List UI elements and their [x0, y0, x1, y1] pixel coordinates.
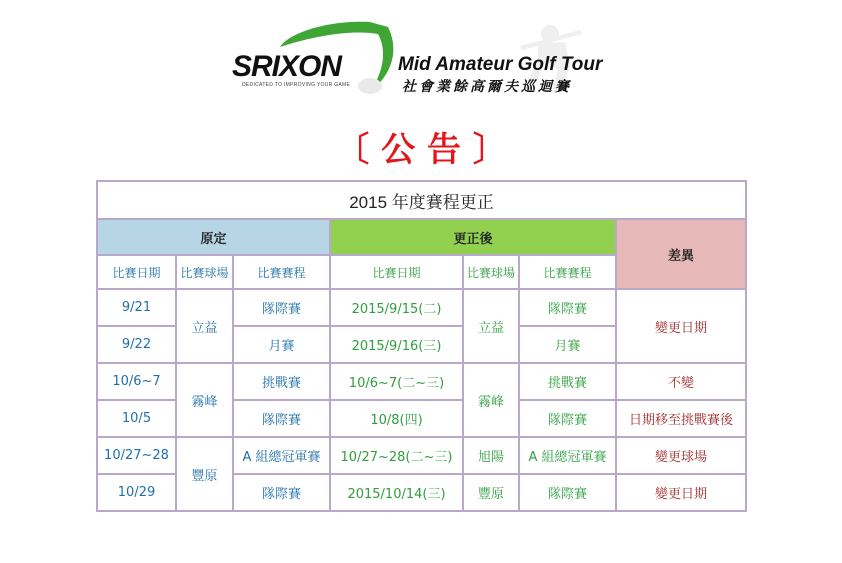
corrected-date: 2015/9/16(三) [330, 326, 463, 363]
original-group-header: 原定 [97, 219, 330, 255]
table-row [97, 437, 746, 474]
brand-logo: SRIXON [232, 50, 342, 83]
difference-note: 不變 [616, 363, 746, 400]
corrected-event: 隊際賽 [519, 474, 616, 511]
original-date: 10/29 [97, 474, 176, 511]
brand-tagline: DEDICATED TO IMPROVING YOUR GAME [242, 82, 351, 88]
original-date: 9/22 [97, 326, 176, 363]
schedule-correction-table [96, 180, 747, 512]
corrected-group-header: 更正後 [330, 219, 616, 255]
tour-name-chinese: 社會業餘高爾夫巡迴賽 [402, 79, 572, 95]
original-event: 挑戰賽 [233, 363, 330, 400]
corrected-event: 月賽 [519, 326, 616, 363]
corrected-course: 立益 [463, 289, 519, 363]
difference-note: 變更球場 [616, 437, 746, 474]
table-title: 2015 年度賽程更正 [97, 181, 746, 219]
corrected-date: 2015/9/15(二) [330, 289, 463, 326]
corrected-course: 旭陽 [463, 437, 519, 474]
original-event: 月賽 [233, 326, 330, 363]
corrected-event: A 組總冠軍賽 [519, 437, 616, 474]
original-event: 隊際賽 [233, 474, 330, 511]
corrected-event: 挑戰賽 [519, 363, 616, 400]
original-event: A 組總冠軍賽 [233, 437, 330, 474]
column-header: 比賽球場 [176, 255, 233, 289]
tour-name-english: Mid Amateur Golf Tour [398, 54, 603, 75]
tour-banner [220, 12, 620, 102]
column-header: 比賽賽程 [233, 255, 330, 289]
table-row [97, 363, 746, 400]
corrected-course: 豐原 [463, 474, 519, 511]
column-header: 比賽日期 [330, 255, 463, 289]
corrected-date: 10/8(四) [330, 400, 463, 437]
original-date: 10/5 [97, 400, 176, 437]
corrected-date: 10/6~7(二~三) [330, 363, 463, 400]
corrected-event: 隊際賽 [519, 289, 616, 326]
column-header: 比賽賽程 [519, 255, 616, 289]
original-date: 10/27~28 [97, 437, 176, 474]
difference-note: 變更日期 [616, 474, 746, 511]
column-header: 比賽日期 [97, 255, 176, 289]
corrected-date: 10/27~28(二~三) [330, 437, 463, 474]
original-date: 9/21 [97, 289, 176, 326]
corrected-event: 隊際賽 [519, 400, 616, 437]
original-course: 霧峰 [176, 363, 233, 437]
difference-note: 變更日期 [616, 289, 746, 363]
original-event: 隊際賽 [233, 400, 330, 437]
difference-note: 日期移至挑戰賽後 [616, 400, 746, 437]
column-header: 比賽球場 [463, 255, 519, 289]
table-row [97, 289, 746, 326]
original-course: 豐原 [176, 437, 233, 511]
original-date: 10/6~7 [97, 363, 176, 400]
notice-heading: 〔 公 告 〕 [335, 130, 507, 170]
original-event: 隊際賽 [233, 289, 330, 326]
original-course: 立益 [176, 289, 233, 363]
corrected-course: 霧峰 [463, 363, 519, 437]
corrected-date: 2015/10/14(三) [330, 474, 463, 511]
difference-header: 差異 [616, 219, 746, 289]
